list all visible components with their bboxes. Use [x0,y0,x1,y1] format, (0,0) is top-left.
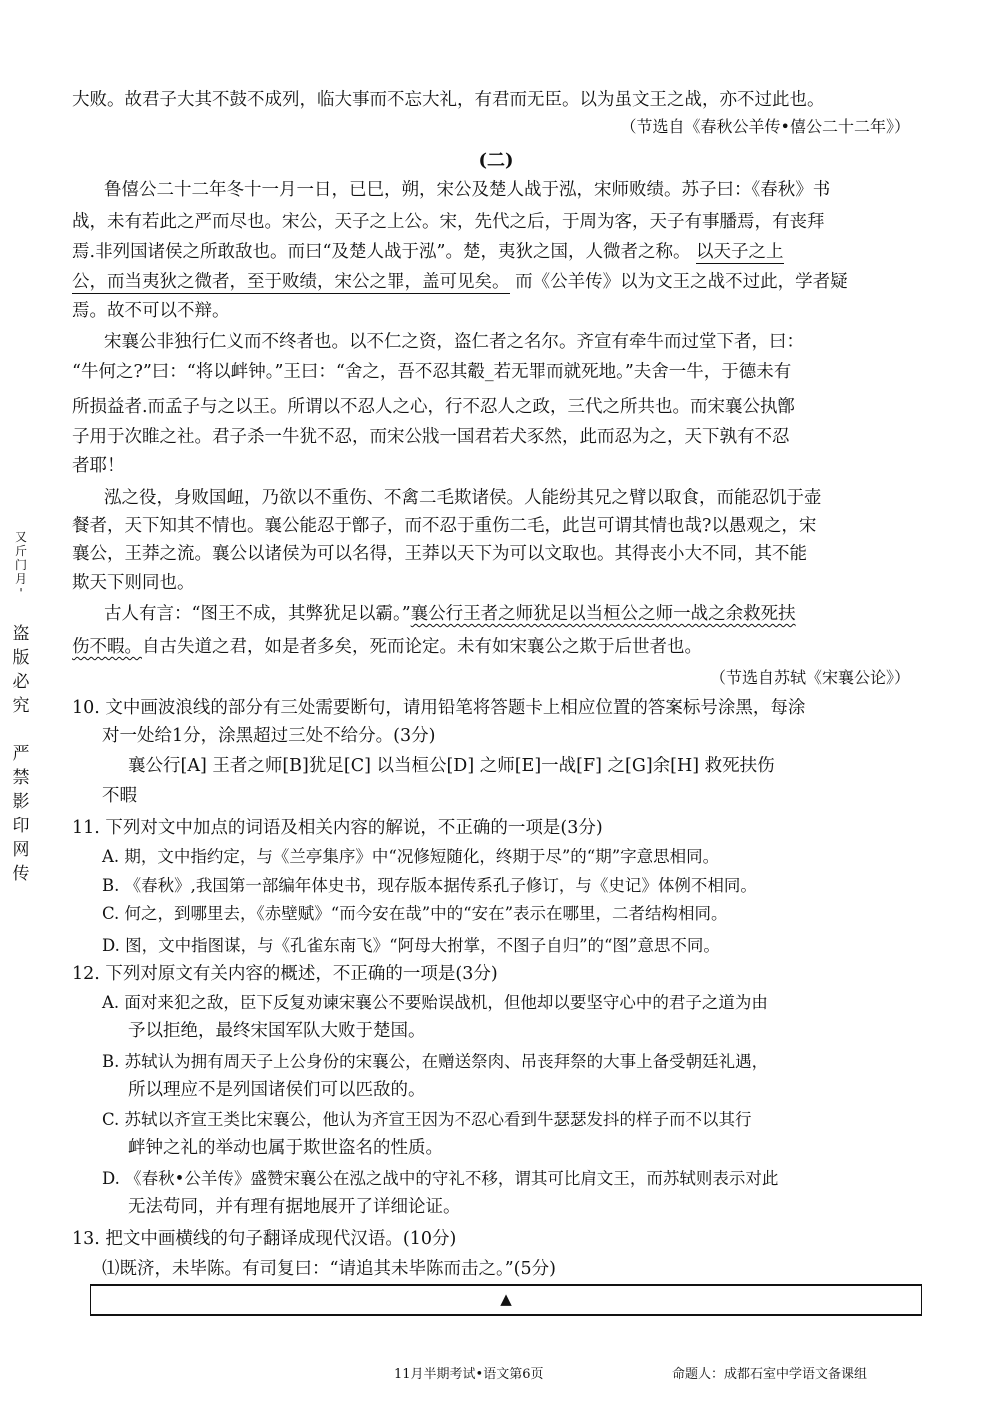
q10-sentence-line-2: 不暇 [102,786,137,806]
q12-option-a-line-2: 予以拒绝，最终宋国军队大败于楚国。 [128,1021,426,1041]
p1-line-3-text: 焉.非列国诸侯之所敢敌也。而曰“及楚人战于泓”。楚，夷狄之国，人微者之称。 [72,242,691,262]
q11-option-d: D. 图，文中指图谋，与《孔雀东南飞》“阿母大拊掌，不图子自归”的“图”意思不同。 [102,936,720,955]
p4-line-2 [72,633,912,661]
q11-option-b: B. 《春秋》,我国第一部编年体史书，现存版本据传系孔子修订，与《史记》体例不相同。 [102,876,757,895]
p1-line-1: 鲁僖公二十二年冬十一月一日，已巳，朔，宋公及楚人战于泓，宋师败绩。苏子曰：《春秋》书 [104,180,831,200]
passage2-source: （节选自苏轼《宋襄公论》） [709,668,910,687]
p1-line-3 [72,238,912,266]
q10-stem-line-2: 对一处给1分，涂黑超过三处不给分。(3分) [102,726,436,746]
p2-line-2: “牛何之?”曰：“将以衅钟。”王曰：“舍之，吾不忍其觳_若无罪而就死地。”夫舍一牛，于德未有 [72,362,792,382]
side-notice-small: 又 斤 门 月 ' [14,530,27,600]
p2-line-4: 子用于次睢之社。君子杀一牛犹不忍，而宋公戕一国君若犬豕然，此而忍为之，天下孰有不忍 [72,427,790,447]
q10-stem-line-1: 10. 文中画波浪线的部分有三处需要断句，请用铅笔将答题卡上相应位置的答案标号涂黑，每涂 [72,698,806,718]
footer-page-label: 11月半期考试•语文第6页 [394,1367,544,1382]
q12-stem: 12. 下列对原文有关内容的概述，不正确的一项是(3分) [72,964,498,984]
q12-option-c-line-1: C. 苏轼以齐宣王类比宋襄公，他认为齐宣王因为不忍心看到牛瑟瑟发抖的样子而不以其行 [102,1110,752,1129]
passage2-heading: (二) [478,150,514,171]
p4-line-1 [104,600,912,628]
p4-line-2-rest: 自古失道之君，如是者多矣，死而论定。未有如宋襄公之欺于后世者也。 [142,637,702,657]
p3-line-4: 欺天下则同也。 [72,573,195,593]
p1-line-2: 战，未有若此之严而尽也。宋公，天子之上公。宋，先代之后，于周为客，天子有事膰焉，有丧拜 [72,212,825,232]
p1-line-4 [72,268,912,296]
p2-line-5: 者耶！ [72,456,125,476]
p3-line-1: 泓之役，身败国衄，乃欲以不重伤、不禽二毛欺诸侯。人能纷其兄之臂以取食，而能忍饥于壶 [104,488,822,508]
p3-line-3: 襄公，王莽之流。襄公以诸侯为可以名得，王莽以天下为可以文取也。其得丧小大不同，其不能 [72,544,807,564]
q11-option-a: A. 期，文中指约定，与《兰亭集序》中“况修短随化，终期于尽”的“期”字意思相同。 [102,847,720,866]
p2-line-1: 宋襄公非独行仁义而不终者也。以不仁之资，盗仁者之名尔。齐宣有牵牛而过堂下者，曰： [104,332,804,352]
side-notice-piracy: 盗 版 必 究 严 禁 影 印 网 传 [12,624,30,884]
p4-wavy-sentence-start: 襄公行王者之师犹足以当桓公之师一战之余救死扶 [410,604,796,624]
q12-option-b-line-1: B. 苏轼认为拥有周天子上公身份的宋襄公，在赠送祭肉、吊丧拜祭的大事上备受朝廷礼遇， [102,1052,769,1071]
q12-option-a-line-1: A. 面对来犯之敌，臣下反复劝谏宋襄公不要贻误战机，但他却以要坚守心中的君子之道为由 [102,993,768,1012]
answer-triangle-icon: ▲ [500,1290,512,1308]
p1-line-5: 焉。故不可以不辩。 [72,301,230,321]
answer-box[interactable] [90,1284,922,1316]
p1-underlined-sentence-start: 以天子之上 [696,242,784,262]
q11-option-c: C. 何之，到哪里去，《赤壁赋》“而今安在哉”中的“安在”表示在哪里，二者结构相同。 [102,904,728,923]
q13-stem: 13. 把文中画横线的句子翻译成现代汉语。(10分) [72,1229,457,1249]
q12-option-d-line-1: D. 《春秋•公羊传》盛赞宋襄公在泓之战中的守礼不移，谓其可比肩文王，而苏轼则表示对此 [102,1169,779,1188]
p1-underlined-sentence-end: 公，而当夷狄之微者，至于败绩，宋公之罪，盖可见矣。 [72,272,510,292]
passage1-last-line: 大败。故君子大其不鼓不成列，临大事而不忘大礼，有君而无臣。以为虽文王之战，亦不过此也。 [72,90,825,110]
p4-quote: 古人有言：“图王不成，其弊犹足以霸。” [104,604,411,624]
q12-option-b-line-2: 所以理应不是列国诸侯们可以匹敌的。 [128,1080,426,1100]
p1-line-4-rest: 而《公羊传》以为文王之战不过此，学者疑 [515,272,848,292]
q12-option-d-line-2: 无法苟同，并有理有据地展开了详细论证。 [128,1197,461,1217]
footer-author: 命题人：成都石室中学语文备课组 [672,1367,868,1382]
p3-line-2: 餐者，天下知其不情也。襄公能忍于鄫子，而不忍于重伤二毛，此岂可谓其情也哉?以愚观之，宋 [72,516,817,536]
q11-stem: 11. 下列对文中加点的词语及相关内容的解说，不正确的一项是(3分) [72,818,603,838]
p4-wavy-sentence-end: 伤不暇。 [72,637,142,657]
q13-sub-question-1: ⑴既济，未毕陈。有司复曰：“请追其未毕陈而击之。”(5分) [102,1259,556,1279]
q12-option-c-line-2: 衅钟之礼的举动也属于欺世盗名的性质。 [128,1138,443,1158]
q10-sentence-line-1: 襄公行[A] 王者之师[B]犹足[C] 以当桓公[D] 之师[E]一战[F] 之[G]余[H] 救死扶伤 [128,756,775,776]
p2-line-3: 所损益者.而孟子与之以王。所谓以不忍人之心，行不忍人之政，三代之所共也。而宋襄公执鄫 [72,397,796,417]
passage1-source: （节选自《春秋公羊传•僖公二十二年》） [620,117,910,136]
